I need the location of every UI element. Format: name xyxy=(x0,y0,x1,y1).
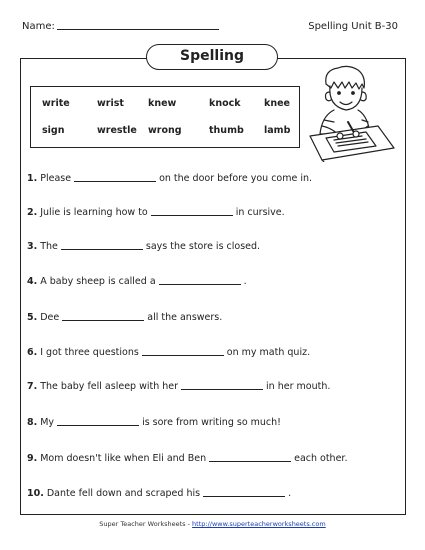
answer-blank[interactable] xyxy=(209,461,291,462)
question-number: 10. xyxy=(27,488,44,499)
question-row xyxy=(27,276,247,287)
student-writing-illustration xyxy=(304,62,396,162)
question-text-before: The xyxy=(40,241,58,252)
name-blank[interactable] xyxy=(57,29,219,30)
question-text-after: says the store is closed. xyxy=(145,241,261,252)
question-row xyxy=(27,312,222,323)
question-number: 9. xyxy=(27,453,38,464)
question-text-before: I got three questions xyxy=(40,347,139,358)
question-row xyxy=(27,381,330,392)
question-text-after: all the answers. xyxy=(147,312,223,323)
question-text-before: My xyxy=(40,417,55,428)
name-field xyxy=(22,21,219,32)
word-bank xyxy=(30,86,300,148)
answer-blank[interactable] xyxy=(61,249,143,250)
word-bank-item: sign xyxy=(42,125,65,136)
word-bank-item: wrist xyxy=(97,98,124,109)
question-row xyxy=(27,173,312,184)
question-text-after: on my math quiz. xyxy=(226,347,311,358)
question-number: 6. xyxy=(27,347,38,358)
question-row xyxy=(27,207,285,218)
question-text-before: Mom doesn't like when Eli and Ben xyxy=(40,453,207,464)
answer-blank[interactable] xyxy=(159,284,241,285)
answer-blank[interactable] xyxy=(151,215,233,216)
question-text-before: Please xyxy=(40,173,72,184)
question-number: 8. xyxy=(27,417,38,428)
word-bank-item: wrong xyxy=(148,125,182,136)
question-text-after: in her mouth. xyxy=(266,381,331,392)
word-bank-item: knew xyxy=(148,98,177,109)
answer-blank[interactable] xyxy=(57,425,139,426)
footer-text: Super Teacher Worksheets - xyxy=(99,520,193,528)
word-bank-item: knock xyxy=(209,98,241,109)
question-row xyxy=(27,241,260,252)
question-text-before: Julie is learning how to xyxy=(40,207,148,218)
answer-blank[interactable] xyxy=(181,389,263,390)
question-text-after: . xyxy=(243,276,247,287)
question-number: 7. xyxy=(27,381,38,392)
question-text-after: in cursive. xyxy=(235,207,285,218)
footer-link[interactable]: http://www.superteacherworksheets.com xyxy=(192,520,326,528)
name-label: Name: xyxy=(22,21,55,32)
question-row xyxy=(27,488,291,499)
page-title: Spelling xyxy=(146,44,278,70)
question-row xyxy=(27,347,310,358)
answer-blank[interactable] xyxy=(203,496,285,497)
question-number: 5. xyxy=(27,312,38,323)
answer-blank[interactable] xyxy=(74,181,156,182)
question-text-before: Dee xyxy=(40,312,60,323)
question-number: 2. xyxy=(27,207,38,218)
question-number: 4. xyxy=(27,276,38,287)
question-number: 1. xyxy=(27,173,38,184)
word-bank-item: knee xyxy=(264,98,290,109)
question-text-after: is sore from writing so much! xyxy=(142,417,281,428)
question-text-before: Dante fell down and scraped his xyxy=(46,488,201,499)
word-bank-item: lamb xyxy=(264,125,291,136)
question-row xyxy=(27,417,281,428)
word-bank-item: write xyxy=(42,98,70,109)
answer-blank[interactable] xyxy=(142,355,224,356)
answer-blank[interactable] xyxy=(62,320,144,321)
question-text-after: . xyxy=(288,488,292,499)
question-text-before: The baby fell asleep with her xyxy=(40,381,179,392)
footer xyxy=(0,520,425,528)
question-text-after: each other. xyxy=(294,453,348,464)
question-number: 3. xyxy=(27,241,38,252)
word-bank-item: thumb xyxy=(209,125,244,136)
question-row xyxy=(27,453,347,464)
word-bank-item: wrestle xyxy=(97,125,137,136)
question-text-after: on the door before you come in. xyxy=(159,173,313,184)
unit-label: Spelling Unit B-30 xyxy=(308,21,398,32)
question-text-before: A baby sheep is called a xyxy=(40,276,156,287)
